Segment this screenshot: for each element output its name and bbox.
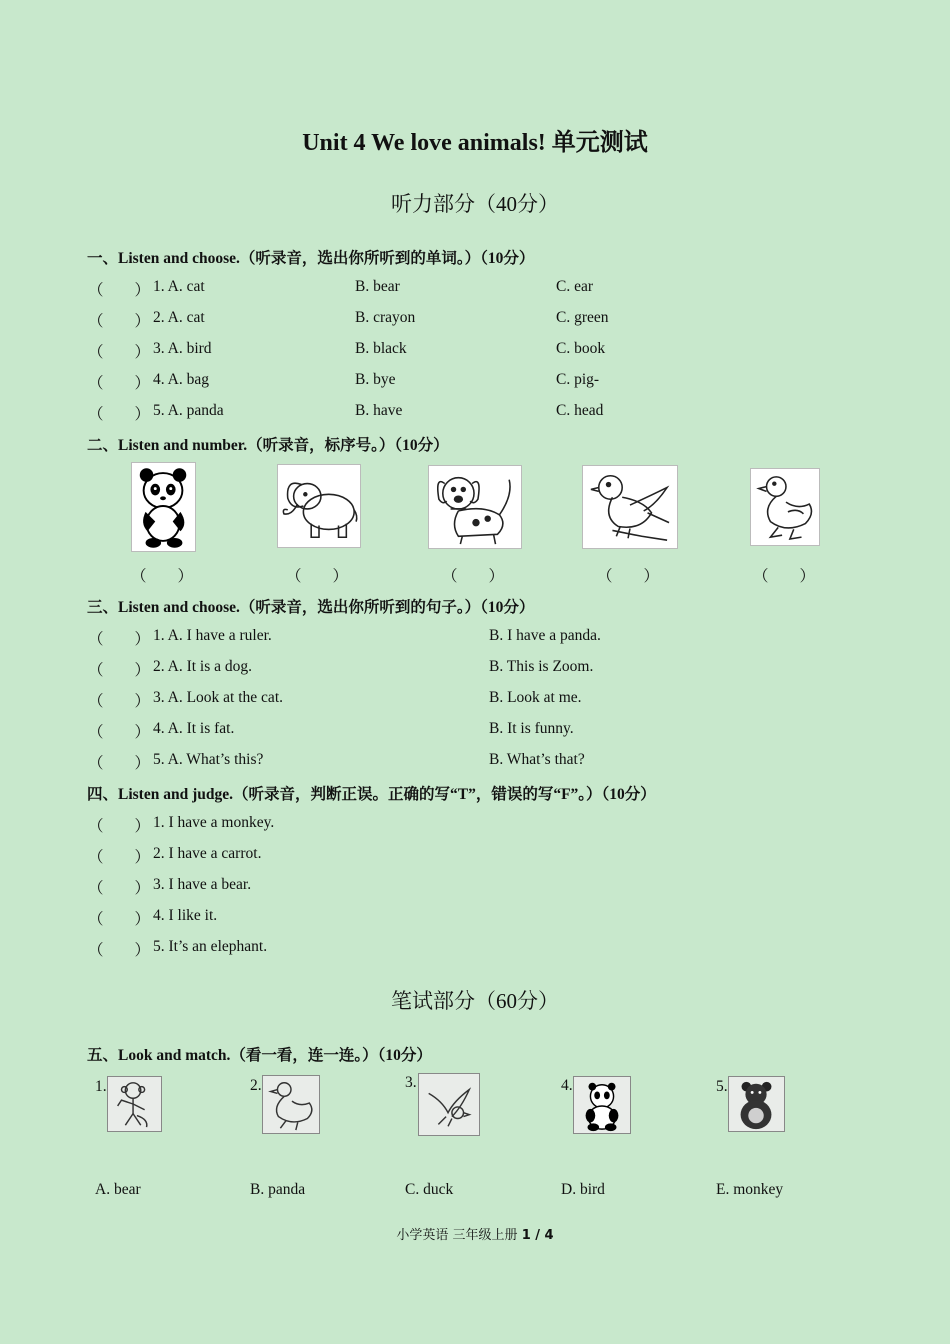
section-4-heading: 四、Listen and judge.（听录音，判断正误。正确的写“T”，错误的写“F”。）（10分） — [87, 786, 656, 803]
picture-number: 3. — [405, 1074, 417, 1091]
monkey-icon[interactable] — [107, 1076, 162, 1132]
option-a: 5. A. What’s this? — [153, 751, 264, 768]
option-b: B. have — [355, 402, 403, 419]
answer-blank[interactable]: （ ） — [753, 568, 816, 585]
answer-blank[interactable]: （ ） — [88, 282, 151, 299]
answer-blank[interactable]: （ ） — [88, 406, 151, 423]
option-a: 3. A. Look at the cat. — [153, 689, 283, 706]
panda-icon — [131, 462, 196, 552]
bear-icon[interactable] — [728, 1076, 785, 1132]
footer-text: 小学英语 三年级上册 — [396, 1228, 522, 1243]
option-a: 1. A. cat — [153, 278, 205, 295]
option-b: B. This is Zoom. — [489, 658, 594, 675]
match-word-panda[interactable]: B. panda — [250, 1181, 306, 1198]
page-title: Unit 4 We love animals! 单元测试 — [302, 130, 648, 156]
answer-blank[interactable]: （ ） — [88, 818, 151, 835]
dog-icon — [428, 465, 522, 549]
option-b: B. Look at me. — [489, 689, 582, 706]
section-5-heading: 五、Look and match.（看一看，连一连。）（10分） — [87, 1047, 432, 1064]
duck-icon[interactable] — [262, 1075, 320, 1134]
picture-number: 1. — [95, 1078, 107, 1095]
section-1-heading: 一、Listen and choose.（听录音，选出你所听到的单词。）（10分） — [87, 250, 535, 267]
statement: 3. I have a bear. — [153, 876, 252, 893]
answer-blank[interactable]: （ ） — [88, 724, 151, 741]
writing-part-heading: 笔试部分（60分） — [391, 989, 559, 1013]
picture-number: 2. — [250, 1077, 262, 1094]
answer-blank[interactable]: （ ） — [88, 880, 151, 897]
option-b: B. bear — [355, 278, 400, 295]
match-word-bear[interactable]: A. bear — [95, 1181, 141, 1198]
answer-blank[interactable]: （ ） — [442, 568, 505, 585]
answer-blank[interactable]: （ ） — [88, 693, 151, 710]
answer-blank[interactable]: （ ） — [88, 849, 151, 866]
answer-blank[interactable]: （ ） — [286, 568, 349, 585]
answer-blank[interactable]: （ ） — [88, 344, 151, 361]
bird-icon — [582, 465, 678, 549]
option-b: B. What’s that? — [489, 751, 585, 768]
statement: 5. It’s an elephant. — [153, 938, 268, 955]
option-c: C. head — [556, 402, 604, 419]
option-a: 4. A. It is fat. — [153, 720, 235, 737]
option-c: C. book — [556, 340, 606, 357]
answer-blank[interactable]: （ ） — [88, 313, 151, 330]
match-word-duck[interactable]: C. duck — [405, 1181, 454, 1198]
answer-blank[interactable]: （ ） — [88, 375, 151, 392]
match-word-bird[interactable]: D. bird — [561, 1181, 605, 1198]
option-a: 1. A. I have a ruler. — [153, 627, 272, 644]
option-a: 2. A. It is a dog. — [153, 658, 253, 675]
match-word-monkey[interactable]: E. monkey — [716, 1181, 784, 1198]
statement: 4. I like it. — [153, 907, 218, 924]
option-a: 4. A. bag — [153, 371, 209, 388]
page-footer — [0, 1224, 950, 1243]
option-a: 2. A. cat — [153, 309, 205, 326]
option-a: 5. A. panda — [153, 402, 224, 419]
option-b: B. black — [355, 340, 407, 357]
section-2-heading: 二、Listen and number.（听录音，标序号。）（10分） — [87, 437, 449, 454]
duck-icon — [750, 468, 820, 546]
statement: 1. I have a monkey. — [153, 814, 275, 831]
answer-blank[interactable]: （ ） — [88, 631, 151, 648]
option-c: C. ear — [556, 278, 594, 295]
bird-icon[interactable] — [418, 1073, 480, 1136]
picture-number: 5. — [716, 1078, 728, 1095]
section-3-heading: 三、Listen and choose.（听录音，选出你所听到的句子。）（10分） — [87, 599, 535, 616]
option-b: B. bye — [355, 371, 396, 388]
answer-blank[interactable]: （ ） — [131, 568, 194, 585]
page-number: 1 / 4 — [521, 1228, 554, 1243]
option-c: C. pig- — [556, 371, 600, 388]
statement: 2. I have a carrot. — [153, 845, 262, 862]
option-c: C. green — [556, 309, 609, 326]
answer-blank[interactable]: （ ） — [88, 755, 151, 772]
listening-part-heading: 听力部分（40分） — [391, 192, 559, 216]
answer-blank[interactable]: （ ） — [88, 662, 151, 679]
option-b: B. crayon — [355, 309, 416, 326]
panda-icon[interactable] — [573, 1076, 631, 1134]
picture-number: 4. — [561, 1077, 573, 1094]
answer-blank[interactable]: （ ） — [88, 911, 151, 928]
answer-blank[interactable]: （ ） — [88, 942, 151, 959]
elephant-icon — [277, 464, 361, 548]
option-a: 3. A. bird — [153, 340, 212, 357]
option-b: B. It is funny. — [489, 720, 574, 737]
option-b: B. I have a panda. — [489, 627, 601, 644]
answer-blank[interactable]: （ ） — [597, 568, 660, 585]
